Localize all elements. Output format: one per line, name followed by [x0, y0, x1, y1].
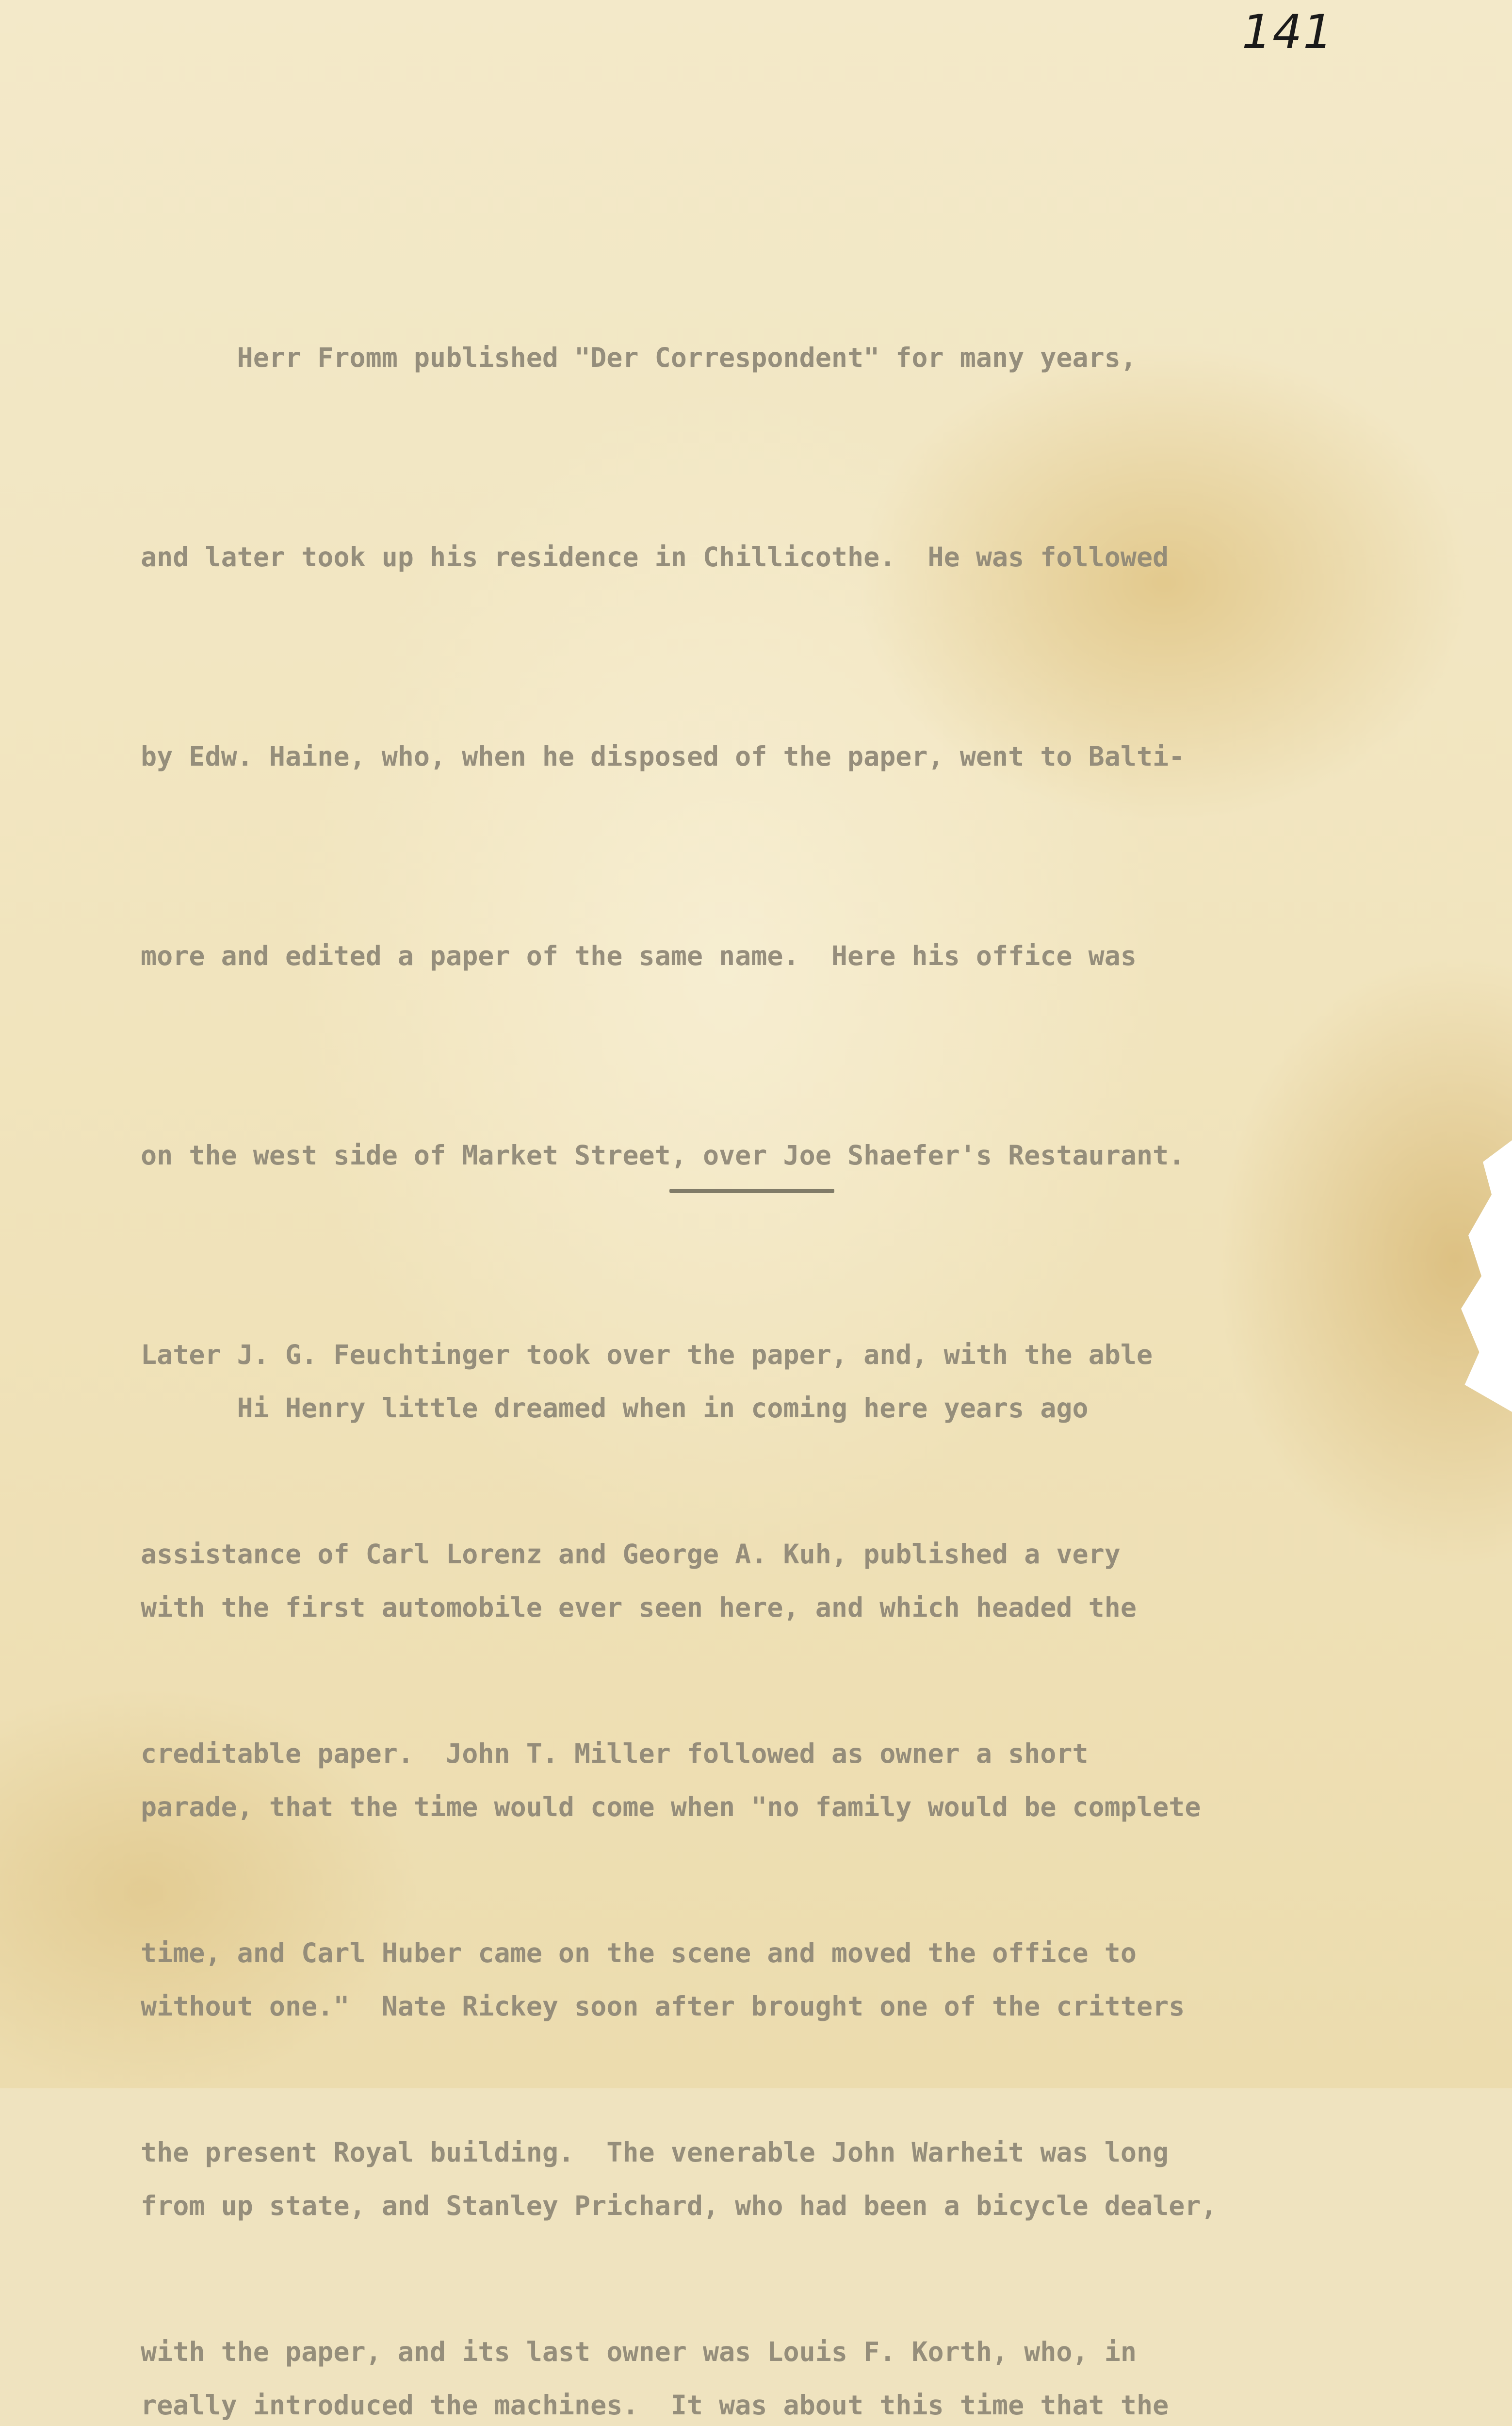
paragraph-2	[141, 1242, 1450, 2426]
text-line: parade, that the time would come when "no family would be complete	[141, 1791, 1201, 1822]
text-line: Later J. G. Feuchtinger took over the paper, and, with the able	[141, 1339, 1153, 1370]
text-line: on the west side of Market Street, over Joe Shaefer's Restaurant.	[141, 1140, 1185, 1171]
text-line: more and edited a paper of the same name. Here his office was	[141, 940, 1137, 971]
text-line: and later took up his residence in Chillicothe. He was followed	[141, 541, 1169, 573]
text-line: creditable paper. John T. Miller followed as owner a short	[141, 1738, 1089, 1769]
text-line: with the paper, and its last owner was Louis F. Korth, who, in	[141, 2336, 1137, 2367]
text-line: assistance of Carl Lorenz and George A. Kuh, published a very	[141, 1539, 1121, 1570]
text-line: time, and Carl Huber came on the scene and moved the office to	[141, 1937, 1137, 1968]
text-line: Hi Henry little dreamed when in coming here years ago	[141, 1393, 1089, 1424]
text-line: with the first automobile ever seen here, and which headed the	[141, 1592, 1137, 1623]
text-line: the present Royal building. The venerable John Warheit was long	[141, 2137, 1169, 2168]
text-line: from up state, and Stanley Prichard, who had been a bicycle dealer,	[141, 2190, 1217, 2221]
text-line: really introduced the machines. It was about this time that the	[141, 2390, 1169, 2421]
text-line: without one." Nate Rickey soon after brought one of the critters	[141, 1991, 1185, 2022]
text-line: by Edw. Haine, who, when he disposed of the paper, went to Balti-	[141, 741, 1185, 772]
section-separator	[669, 1189, 834, 1193]
page-number: 141	[1242, 5, 1334, 59]
text-line: Herr Fromm published "Der Correspondent" for many years,	[141, 342, 1137, 373]
